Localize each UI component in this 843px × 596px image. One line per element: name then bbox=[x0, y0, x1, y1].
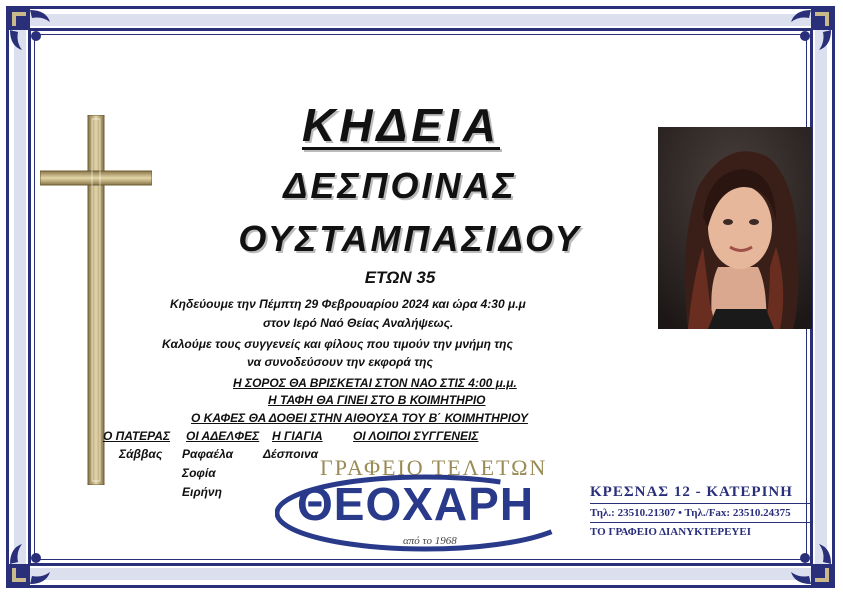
ornament-corner-icon bbox=[6, 528, 66, 588]
grandmother-label: Η ΓΙΑΓΙΑ bbox=[272, 429, 323, 443]
deceased-age: ΕΤΩΝ 35 bbox=[364, 268, 436, 287]
funeral-home-header: ΓΡΑΦΕΙΟ ΤΕΛΕΤΩΝ bbox=[320, 455, 548, 480]
siblings-label: ΟΙ ΑΔΕΛΦΕΣ bbox=[186, 429, 260, 443]
father-name: Σάββας bbox=[119, 447, 163, 461]
funeral-home-phones: Τηλ.: 23510.21307 • Τηλ./Fax: 23510.24375 bbox=[590, 507, 791, 519]
invitation-line: Καλούμε τους συγγενείς και φίλους που τιμούν την μνήμη της bbox=[162, 337, 513, 351]
ornament-corner-icon bbox=[6, 6, 66, 66]
viewing-line: Η ΣΟΡΟΣ ΘΑ ΒΡΙΣΚΕΤΑΙ ΣΤΟΝ ΝΑΟ ΣΤΙΣ 4:00 μ.μ. bbox=[233, 376, 517, 390]
other-relatives-label: ΟΙ ΛΟΙΠΟΙ ΣΥΓΓΕΝΕΙΣ bbox=[353, 429, 479, 443]
funeral-date-line: Κηδεύουμε την Πέμπτη 29 Φεβρουαρίου 2024 και ώρα 4:30 μ.μ bbox=[170, 297, 526, 311]
funeral-home-logo bbox=[275, 455, 585, 555]
sibling-name: Σοφία bbox=[182, 466, 216, 480]
invitation-line-2: να συνοδεύσουν την εκφορά της bbox=[247, 355, 433, 369]
burial-line: Η ΤΑΦΗ ΘΑ ΓΙΝΕΙ ΣΤΟ Β ΚΟΙΜΗΤΗΡΙΟ bbox=[268, 393, 486, 407]
notice-title: ΚΗΔΕΙΑ bbox=[301, 99, 500, 151]
contact-divider bbox=[590, 522, 810, 523]
ornament-corner-icon bbox=[775, 528, 835, 588]
grandmother-name: Δέσποινα bbox=[263, 447, 319, 461]
portrait-photo bbox=[658, 127, 812, 329]
funeral-home-note: ΤΟ ΓΡΑΦΕΙΟ ΔΙΑΝΥΚΤΕΡΕΥΕΙ bbox=[590, 526, 751, 538]
father-label: Ο ΠΑΤΕΡΑΣ bbox=[103, 429, 171, 443]
ornament-corner-icon bbox=[775, 6, 835, 66]
church-line: στον Ιερό Ναό Θείας Αναλήψεως. bbox=[263, 316, 454, 330]
coffee-line: Ο ΚΑΦΕΣ ΘΑ ΔΟΘΕΙ ΣΤΗΝ ΑΙΘΟΥΣΑ ΤΟΥ Β΄ ΚΟΙΜΗΤΗΡΙΟΥ bbox=[191, 411, 528, 425]
deceased-last-name: ΟΥΣΤΑΜΠΑΣΙΔΟΥ bbox=[238, 218, 582, 259]
contact-divider bbox=[590, 503, 810, 504]
deceased-first-name: ΔΕΣΠΟΙΝΑΣ bbox=[283, 165, 517, 206]
sibling-name: Ραφαέλα bbox=[182, 447, 234, 461]
funeral-home-since: από το 1968 bbox=[403, 535, 457, 547]
sibling-name: Ειρήνη bbox=[182, 485, 222, 499]
funeral-home-address: ΚΡΕΣΝΑΣ 12 - ΚΑΤΕΡΙΝΗ bbox=[590, 484, 793, 500]
funeral-home-name: ΘΕΟΧΑΡΗ bbox=[297, 478, 535, 530]
